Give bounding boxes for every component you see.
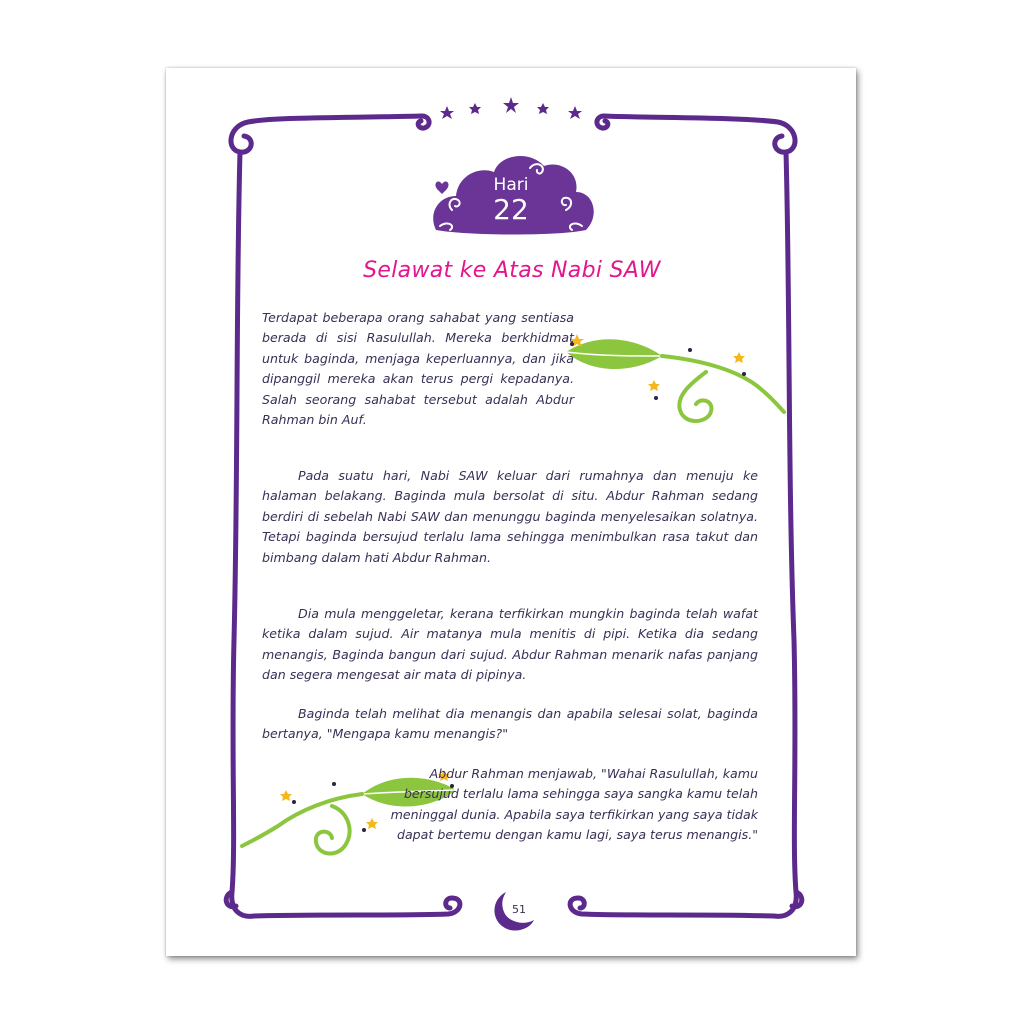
leaf-vine-icon — [566, 334, 784, 421]
paragraph-1: Terdapat beberapa orang sahabat yang sentiasa berada di sisi Rasulullah. Mereka berkhidmat untuk baginda, menjaga keperluannya, dan jika dipanggil mereka akan terus pergi kepadanya. Salah seorang sahabat tersebut adalah Abdur Rahman bin Auf. — [262, 310, 574, 428]
day-badge — [431, 176, 591, 226]
page-number: 51 — [512, 903, 526, 916]
paragraph-2: Pada suatu hari, Nabi SAW keluar dari rumahnya dan menuju ke halaman belakang. Baginda mula bersolat di situ. Abdur Rahman sedang berdiri di sebelah Nabi SAW dan menunggu baginda menyelesaikan solatnya. Tetapi baginda bersujud terlalu lama sehingga menimbulkan rasa takut dan bimbang dalam hati Abdur Rahman. — [262, 468, 758, 565]
paragraph-5: Abdur Rahman menjawab, "Wahai Rasulullah, kamu bersujud terlalu lama sehingga saya sangka kamu telah meninggal dunia. Apabila saya terfikirkan yang saya tidak dapat bertemu dengan kamu lagi, saya terus menangis." — [390, 766, 758, 843]
paragraph-3: Dia mula menggeletar, kerana terfikirkan mungkin baginda telah wafat ketika dalam sujud. Air matanya mula menitis di pipi. Ketika dia sedang menangis, Baginda bangun dari sujud. Abdur Rahman menarik nafas panjang dan segera mengesat air mata di pipinya. — [262, 606, 758, 683]
day-number: 22 — [493, 193, 529, 226]
page-title: Selawat ke Atas Nabi SAW — [363, 258, 661, 283]
hari-label: Hari — [493, 175, 529, 195]
paragraph-4: Baginda telah melihat dia menangis dan apabila selesai solat, baginda bertanya, "Mengapa kamu menangis?" — [262, 706, 758, 742]
star-icon — [440, 97, 582, 119]
